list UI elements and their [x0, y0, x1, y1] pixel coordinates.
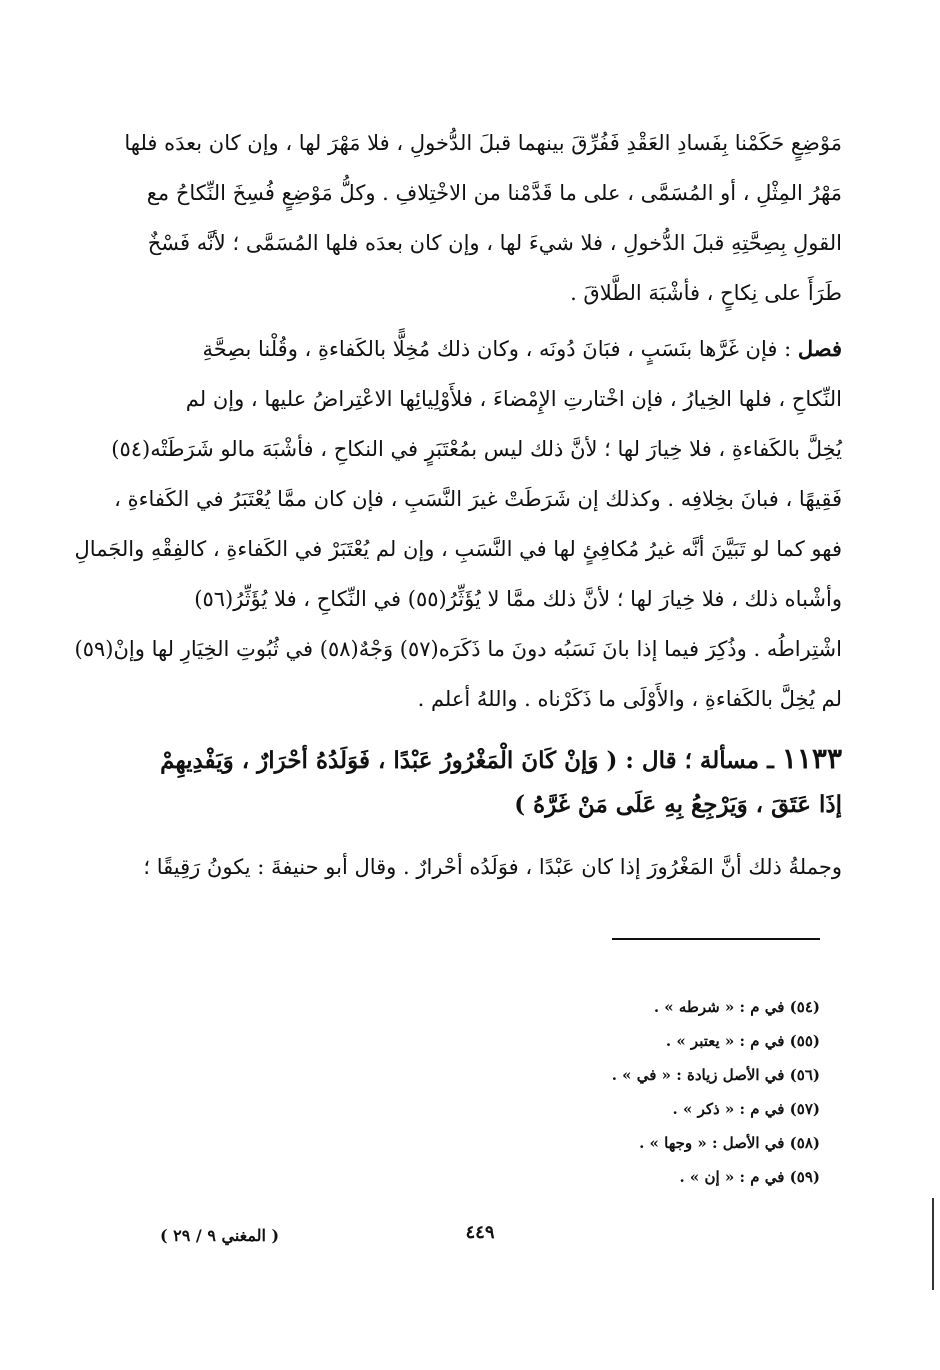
text-line: [162, 324, 842, 374]
scan-edge-mark: [932, 1198, 934, 1290]
paragraph-commentary: [143, 842, 842, 892]
text-line: فهو كما لو تَبَيَّنَ أنَّه غيرُ مُكافِئٍ لها في النَّسَبِ ، وإن لم يُعْتَبَرْ في الكَفاءةِ ، كالفِقْهِ والجَمالِ: [74, 537, 842, 561]
text-line: فَقِيهًا ، فبانَ بخِلافِه . وكذلك إن شَرَطَتْ غيرَ النَّسَبِ ، فإن كان ممَّا يُعْتَبَرُ في الكَفاءةِ ،: [114, 487, 842, 511]
text-line: اشْتِراطُه . وذُكِرَ فيما إذا بانَ نَسَبُه دونَ ما ذَكَرَه(٥٧) وَجْهٌ(٥٨) في ثُبُوتِ الخِيَارِ لها وإنْ(٥٩): [74, 637, 842, 661]
issue-line: [162, 782, 842, 828]
text-line: وأشْباه ذلك ، فلا خِيارَ لها ؛ لأنَّ ذلك ممَّا لا يُؤَثِّرُ(٥٥) في النِّكاحِ ، فلا يُؤَثِّرُ(٥٦): [194, 587, 842, 611]
issue-intro: ـ مسألة ؛ قال :: [617, 747, 782, 774]
page-number: ٤٤٩: [465, 1222, 495, 1243]
footnote: (٥٦) في الأصل زيادة : « في » .: [611, 1066, 820, 1084]
text-line: وجملةُ ذلك أنَّ المَغْرُورَ إذا كان عَبْدًا ، فوَلَدُه أحْرارٌ . وقال أبو حنيفةَ : يكونُ رَقِيقًا ؛: [143, 855, 842, 879]
text-line: مَوْضِعٍ حَكَمْنا بِفَسادِ العَقْدِ فَفُرِّقَ بينهما قبلَ الدُّخولِ ، فلا مَهْرَ لها ، وإن كان بعدَه فلها: [124, 131, 842, 155]
section-heading: فصل: [797, 336, 842, 361]
issue-line: [162, 736, 842, 782]
text-line: النِّكاحِ ، فلها الخِيارُ ، فإن اخْتارتِ الإِمْضاءَ ، فلأَوْلِيائِها الاعْتِراضُ عليها ، وإن لم: [185, 387, 842, 411]
issue-quote: ( وَإنْ كَانَ الْمَغْرُورُ عَبْدًا ، فَوَلَدُهُ أحْرَارٌ ، وَيَفْدِيهِمْ: [160, 747, 618, 774]
footnote: (٥٨) في الأصل : « وجها » .: [639, 1134, 820, 1152]
issue-quote: إذَا عَتَقَ ، وَيَرْجِعُ بِهِ عَلَى مَنْ غَرَّهُ ): [514, 791, 842, 818]
paragraph-ruling: [124, 118, 842, 318]
footnote: (٥٧) في م : « ذكر » .: [672, 1100, 820, 1118]
text-line: يُخِلَّ بالكَفاءةِ ، فلا خِيارَ لها ؛ لأنَّ ذلك ليس بمُعْتَبَرٍ في النكاحِ ، فأشْبَهَ مالو شَرَطَتْه(٥٤): [111, 437, 842, 461]
footnote: (٥٩) في م : « إن » .: [679, 1168, 820, 1186]
text-line: لم يُخِلَّ بالكَفاءةِ ، والأَوْلَى ما ذَكَرْناه . واللهُ أعلم .: [417, 687, 842, 711]
footnote: (٥٥) في م : « يعتبر » .: [665, 1032, 820, 1050]
issue-number: ١١٣٣: [781, 742, 842, 775]
text-line: القولِ بِصِحَّتِهِ قبلَ الدُّخولِ ، فلا شيءَ لها ، وإن كان بعدَه فلها المُسَمَّى ؛ لأنَّه فَسْخٌ: [147, 231, 842, 255]
footnotes: [420, 990, 820, 1194]
issue-heading: [162, 736, 842, 828]
footnote-divider: [612, 938, 820, 940]
signature-mark: ( المغني ٩ / ٢٩ ): [160, 1226, 280, 1245]
text-line: طَرَأَ على نِكاحٍ ، فأشْبَهَ الطَّلاقَ .: [570, 281, 842, 305]
paragraph-fasl: [74, 324, 842, 724]
footnote: (٥٤) في م : « شرطه » .: [653, 998, 820, 1016]
text-fragment: : فإن غَرَّها بنَسَبٍ ، فبَانَ دُونَه ، وكان ذلك مُخِلًّا بالكَفاءةِ ، وقُلْنا بصِحَّةِ: [202, 337, 798, 361]
text-line: مَهْرُ المِثْلِ ، أو المُسَمَّى ، على ما قَدَّمْنا من الاخْتِلافِ . وكلُّ مَوْضِعٍ فُسِخَ النِّكاحُ مع: [146, 181, 842, 205]
